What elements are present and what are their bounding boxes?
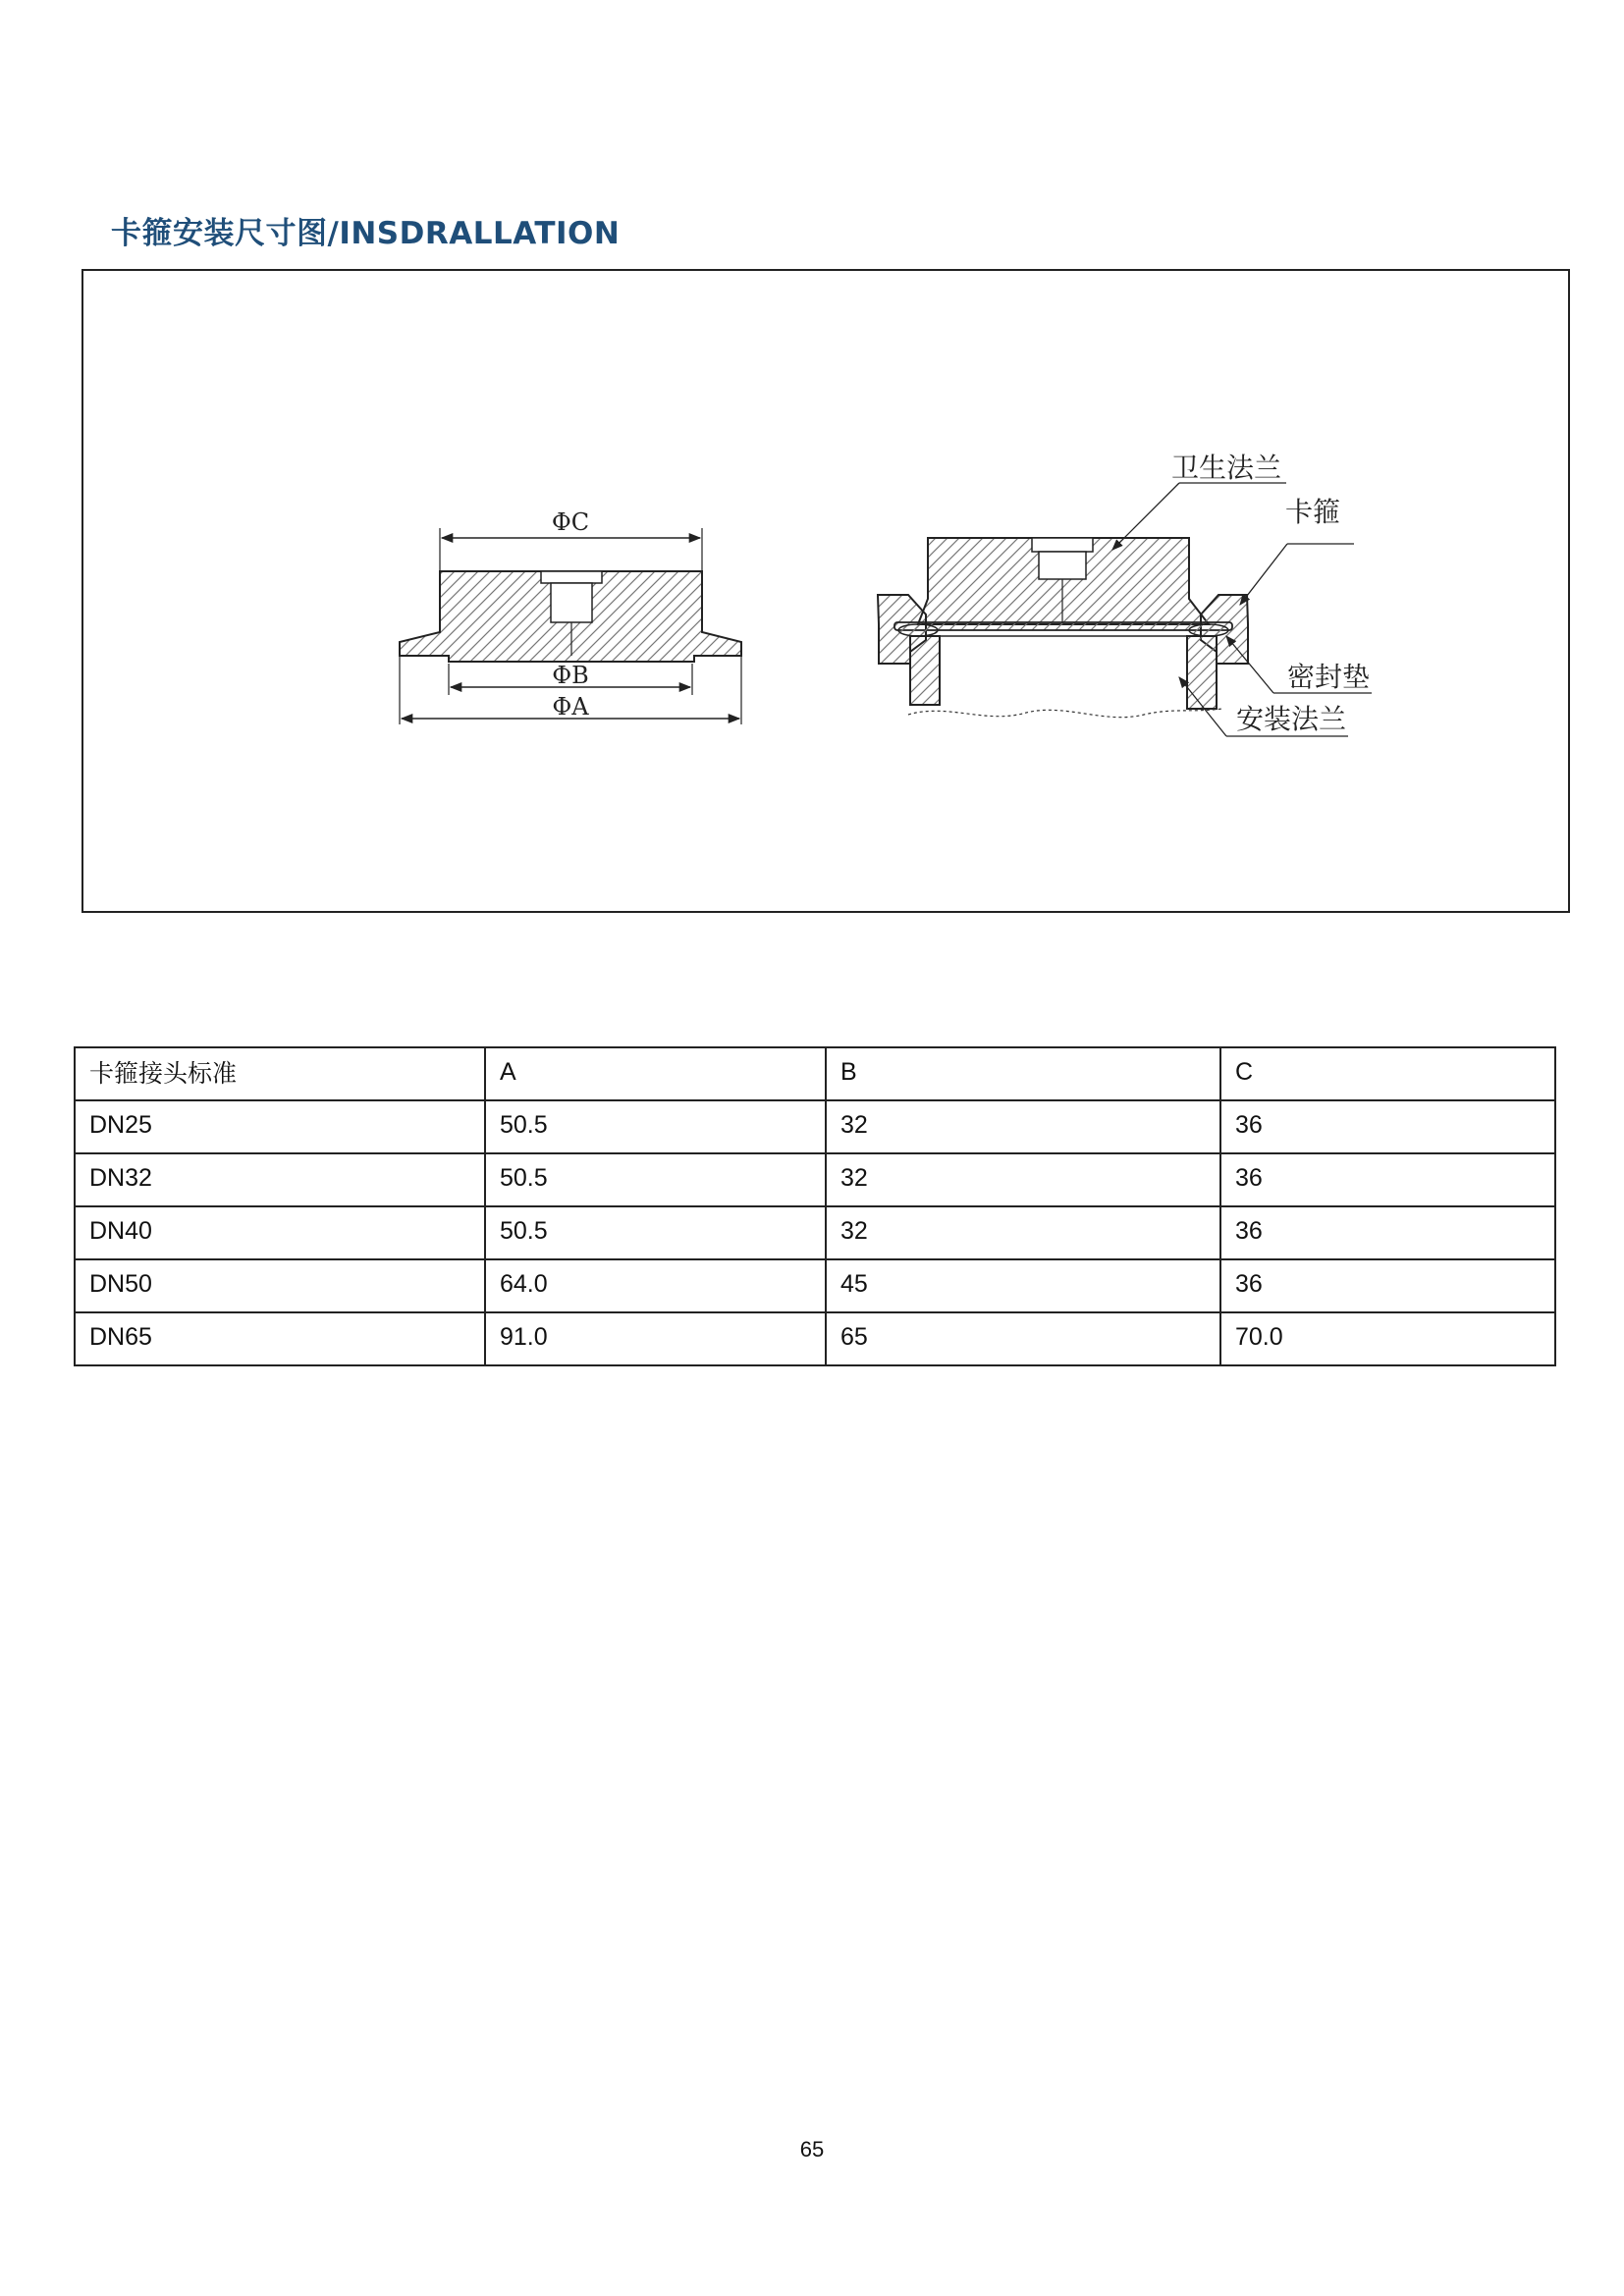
table-row [75, 1206, 1555, 1259]
table-row [75, 1259, 1555, 1312]
cell-a: 50.5 [485, 1153, 826, 1206]
cell-standard: DN32 [75, 1153, 485, 1206]
cell-a: 50.5 [485, 1100, 826, 1153]
page-heading: 卡箍安装尺寸图/INSDRALLATION [111, 216, 621, 251]
cell-b: 32 [826, 1206, 1220, 1259]
cell-standard: DN40 [75, 1206, 485, 1259]
cell-c: 36 [1220, 1206, 1555, 1259]
dimension-table [74, 1046, 1556, 1366]
dimension-label-b: ФB [552, 662, 589, 689]
cell-c: 70.0 [1220, 1312, 1555, 1365]
callout-clamp: 卡箍 [1284, 496, 1340, 528]
page-number: 65 [799, 2137, 825, 2162]
table-row [75, 1153, 1555, 1206]
cell-c: 36 [1220, 1100, 1555, 1153]
cell-b: 32 [826, 1100, 1220, 1153]
ferrule-dimension-view [400, 508, 741, 724]
cell-b: 45 [826, 1259, 1220, 1312]
table-row [75, 1100, 1555, 1153]
cell-a: 50.5 [485, 1206, 826, 1259]
callout-sanitary-flange: 卫生法兰 [1170, 452, 1281, 484]
table-row [75, 1312, 1555, 1365]
cell-b: 32 [826, 1153, 1220, 1206]
table-header-row [75, 1047, 1555, 1100]
cell-c: 36 [1220, 1153, 1555, 1206]
cell-standard: DN25 [75, 1100, 485, 1153]
clamp-assembly-section [878, 452, 1372, 736]
header-a: A [485, 1047, 826, 1100]
cell-a: 64.0 [485, 1259, 826, 1312]
dimension-label-c: ФC [551, 508, 590, 536]
installation-drawing [83, 271, 1572, 915]
callout-mounting-flange: 安装法兰 [1235, 703, 1346, 735]
callout-gasket: 密封垫 [1286, 661, 1370, 693]
cell-standard: DN65 [75, 1312, 485, 1365]
cell-a: 91.0 [485, 1312, 826, 1365]
header-c: C [1220, 1047, 1555, 1100]
installation-drawing-frame [81, 269, 1570, 913]
cell-standard: DN50 [75, 1259, 485, 1312]
header-b: B [826, 1047, 1220, 1100]
cell-b: 65 [826, 1312, 1220, 1365]
header-standard: 卡箍接头标准 [75, 1047, 485, 1100]
cell-c: 36 [1220, 1259, 1555, 1312]
dimension-label-a: ФA [552, 693, 589, 721]
